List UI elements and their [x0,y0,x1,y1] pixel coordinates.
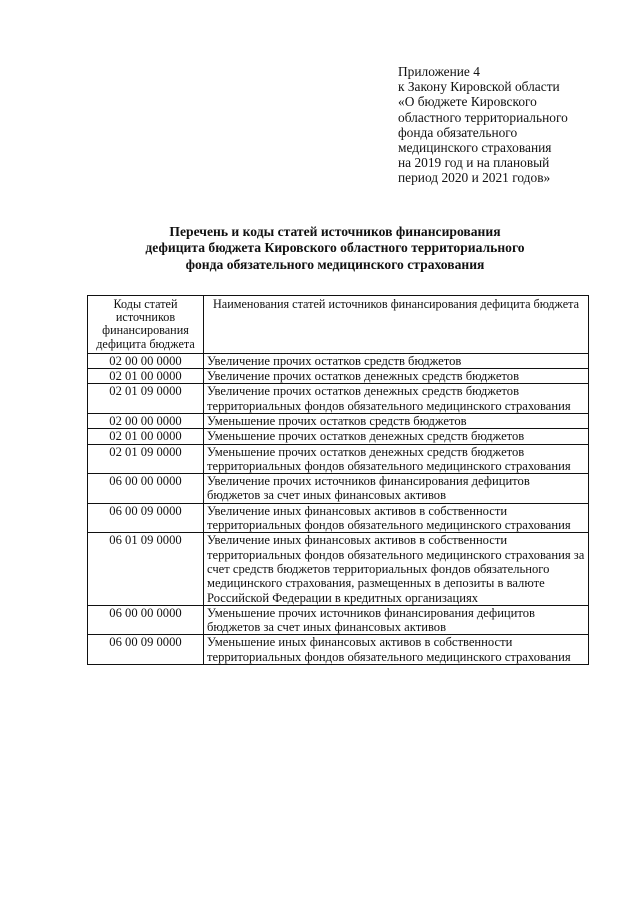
row-code: 06 00 09 0000 [88,635,204,665]
row-code: 02 00 00 0000 [88,414,204,429]
appendix-note [398,64,634,186]
table-body [88,353,589,664]
appendix-line: медицинского страхования [398,140,552,156]
row-code: 02 01 00 0000 [88,429,204,444]
row-name: Увеличение прочих источников финансирования дефицитов бюджетов за счет иных финансовых активов [204,474,589,504]
row-code: 06 01 09 0000 [88,533,204,605]
table-row [88,414,589,429]
row-name: Уменьшение прочих остатков средств бюджетов [204,414,589,429]
header-code: Коды статей источников финансирования дефицита бюджета [88,296,204,354]
row-name: Увеличение прочих остатков денежных средств бюджетов [204,369,589,384]
table-row [88,429,589,444]
row-name: Уменьшение прочих источников финансирования дефицитов бюджетов за счет иных финансовых активов [204,605,589,635]
row-code: 02 01 09 0000 [88,384,204,414]
appendix-line: областного территориального [398,109,568,125]
row-name: Уменьшение прочих остатков денежных средств бюджетов территориальных фондов обязательного медицинского страхования [204,444,589,474]
table-row [88,474,589,504]
table-row [88,605,589,635]
title-line: Перечень и коды статей источников финансирования [169,224,501,239]
appendix-line: «О бюджете Кировского [398,94,537,110]
row-name: Увеличение иных финансовых активов в собственности территориальных фондов обязательного медицинского страхования [204,503,589,533]
appendix-line: на 2019 год и на плановый [398,155,550,171]
document-title [60,224,610,273]
row-code: 06 00 09 0000 [88,503,204,533]
title-line: дефицита бюджета Кировского областного территориального [145,240,525,256]
sources-table [87,295,589,665]
table-row [88,353,589,368]
row-code: 02 00 00 0000 [88,353,204,368]
row-name: Увеличение прочих остатков денежных средств бюджетов территориальных фондов обязательного медицинского страхования [204,384,589,414]
header-name: Наименования статей источников финансирования дефицита бюджета [204,296,589,354]
row-name: Увеличение иных финансовых активов в собственности территориальных фондов обязательного медицинского страхования за счет средств бюджетов территориальных фондов обязательного медицинского страхования, размещенных в депозиты в валюте Российской Федерации в кредитных организациях [204,533,589,605]
appendix-line: к Закону Кировской области [398,79,560,95]
table-header-row [88,296,589,354]
row-name: Увеличение прочих остатков средств бюджетов [204,353,589,368]
appendix-line: фонда обязательного [398,124,518,140]
row-code: 02 01 09 0000 [88,444,204,474]
table-row [88,503,589,533]
table-row [88,533,589,605]
appendix-line: период 2020 и 2021 годов» [398,170,551,186]
table-row [88,635,589,665]
row-name: Уменьшение иных финансовых активов в собственности территориальных фондов обязательного медицинского страхования [204,635,589,665]
row-code: 02 01 00 0000 [88,369,204,384]
appendix-line: Приложение 4 [398,64,480,79]
table-row [88,369,589,384]
row-name: Уменьшение прочих остатков денежных средств бюджетов [204,429,589,444]
table-row [88,444,589,474]
table-row [88,384,589,414]
row-code: 06 00 00 0000 [88,474,204,504]
title-line: фонда обязательного медицинского страхования [185,256,485,272]
row-code: 06 00 00 0000 [88,605,204,635]
